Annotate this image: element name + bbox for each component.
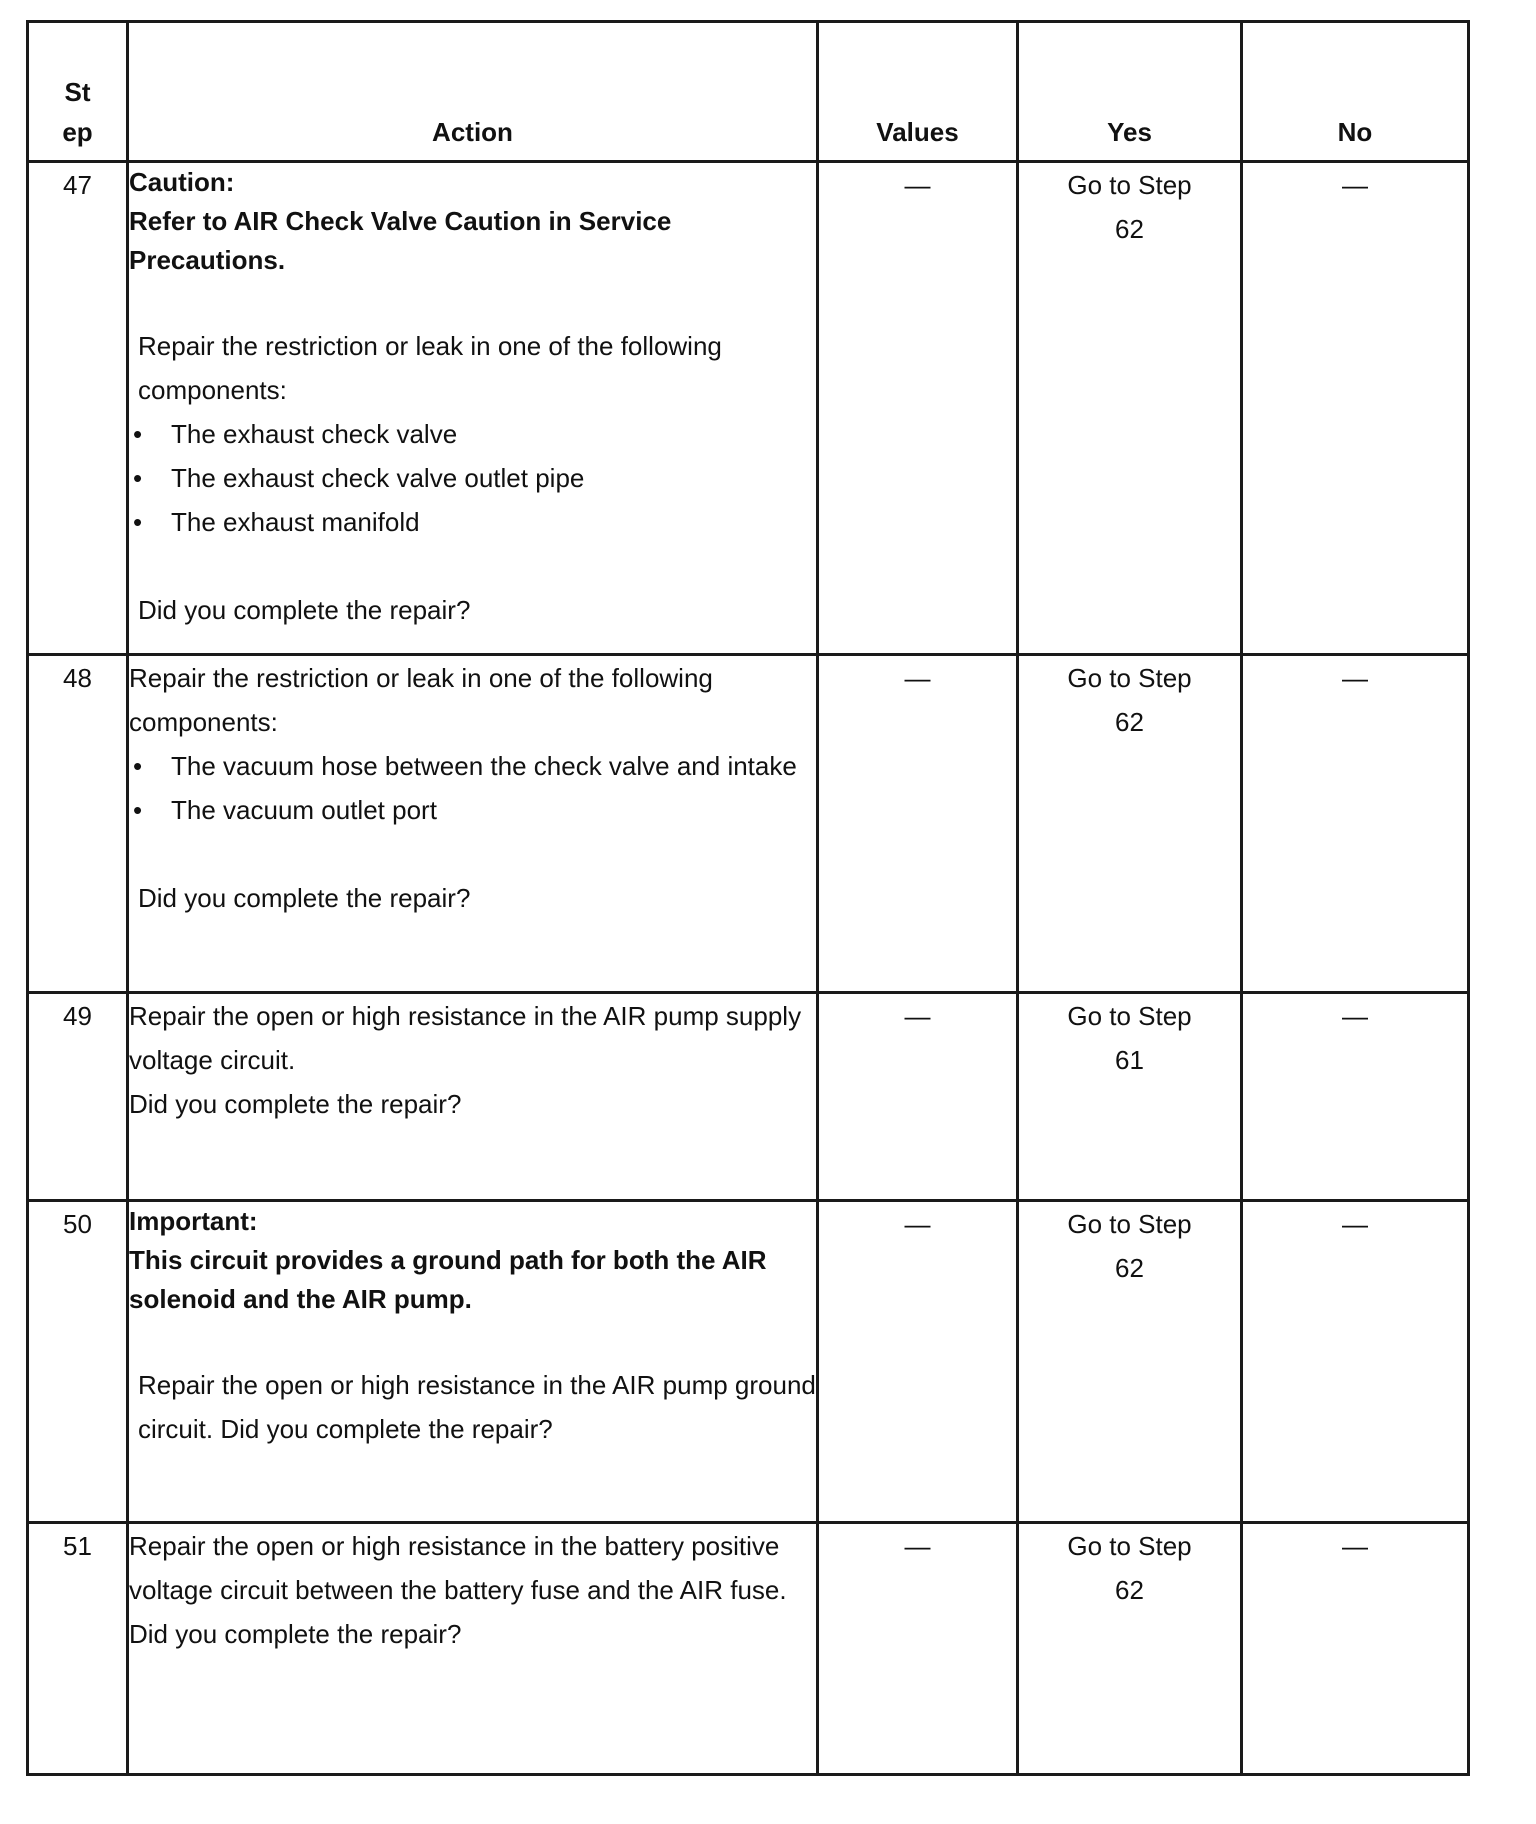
bullet-icon: • — [133, 795, 143, 825]
yes-cell — [1018, 655, 1242, 993]
action-cell — [128, 162, 818, 655]
yes-goto: Go to Step — [1067, 1209, 1192, 1239]
yes-step: 62 — [1115, 707, 1144, 737]
action-intro: Repair the open or high resistance in the AIR pump ground circuit. Did you complete the repair? — [138, 1370, 816, 1444]
list-item: • The exhaust check valve — [129, 412, 816, 456]
list-item: • The exhaust check valve outlet pipe — [129, 456, 816, 500]
yes-goto: Go to Step — [1067, 663, 1192, 693]
yes-cell — [1018, 1523, 1242, 1775]
bullet-icon: • — [133, 507, 143, 537]
action-cell — [128, 1201, 818, 1523]
action-intro: Repair the open or high resistance in the battery positive voltage circuit between the battery fuse and the AIR fuse. — [129, 1531, 787, 1605]
header-step-line1: St — [64, 77, 91, 107]
header-action: Action — [128, 22, 818, 162]
table-row — [28, 162, 1469, 655]
action-cell — [128, 655, 818, 993]
bullet-icon: • — [133, 751, 143, 781]
step-number: 47 — [28, 162, 128, 655]
table-row — [28, 1523, 1469, 1775]
action-intro: Repair the open or high resistance in the AIR pump supply voltage circuit. — [129, 1001, 802, 1075]
values-cell: — — [818, 655, 1018, 993]
no-cell: — — [1242, 1201, 1469, 1523]
no-cell: — — [1242, 655, 1469, 993]
yes-goto: Go to Step — [1067, 170, 1192, 200]
yes-cell — [1018, 1201, 1242, 1523]
yes-cell — [1018, 993, 1242, 1201]
header-step — [28, 22, 128, 162]
important-title: Important: — [129, 1206, 258, 1236]
action-intro: Repair the restriction or leak in one of the following components: — [129, 663, 713, 737]
header-row — [28, 22, 1469, 162]
values-cell: — — [818, 1523, 1018, 1775]
caution-body: Refer to AIR Check Valve Caution in Service Precautions. — [129, 206, 672, 275]
action-cell — [128, 1523, 818, 1775]
yes-cell — [1018, 162, 1242, 655]
table-row — [28, 993, 1469, 1201]
yes-goto: Go to Step — [1067, 1531, 1192, 1561]
header-yes: Yes — [1018, 22, 1242, 162]
yes-goto: Go to Step — [1067, 1001, 1192, 1031]
header-values: Values — [818, 22, 1018, 162]
yes-step: 62 — [1115, 1575, 1144, 1605]
table-row — [28, 655, 1469, 993]
values-cell: — — [818, 993, 1018, 1201]
step-number: 48 — [28, 655, 128, 993]
step-number: 49 — [28, 993, 128, 1201]
important-body: This circuit provides a ground path for both the AIR solenoid and the AIR pump. — [129, 1245, 767, 1314]
action-question: Did you complete the repair? — [138, 595, 471, 625]
step-number: 50 — [28, 1201, 128, 1523]
table-row — [28, 1201, 1469, 1523]
bullet-icon: • — [133, 463, 143, 493]
yes-step: 62 — [1115, 1253, 1144, 1283]
header-no: No — [1242, 22, 1469, 162]
action-question: Did you complete the repair? — [129, 1089, 462, 1119]
list-item: • The vacuum outlet port — [129, 788, 816, 832]
caution-title: Caution: — [129, 167, 235, 197]
bullet-icon: • — [133, 419, 143, 449]
action-question: Did you complete the repair? — [129, 1619, 462, 1649]
no-cell: — — [1242, 1523, 1469, 1775]
list-item: • The exhaust manifold — [129, 500, 816, 544]
values-cell: — — [818, 162, 1018, 655]
no-cell: — — [1242, 993, 1469, 1201]
header-step-line2: ep — [62, 117, 93, 147]
list-item: • The vacuum hose between the check valve and intake — [129, 744, 816, 788]
no-cell: — — [1242, 162, 1469, 655]
values-cell: — — [818, 1201, 1018, 1523]
step-number: 51 — [28, 1523, 128, 1775]
yes-step: 61 — [1115, 1045, 1144, 1075]
action-question: Did you complete the repair? — [138, 883, 471, 913]
yes-step: 62 — [1115, 214, 1144, 244]
action-intro: Repair the restriction or leak in one of the following components: — [138, 331, 722, 405]
diagnostic-table — [26, 20, 1470, 1776]
action-cell — [128, 993, 818, 1201]
